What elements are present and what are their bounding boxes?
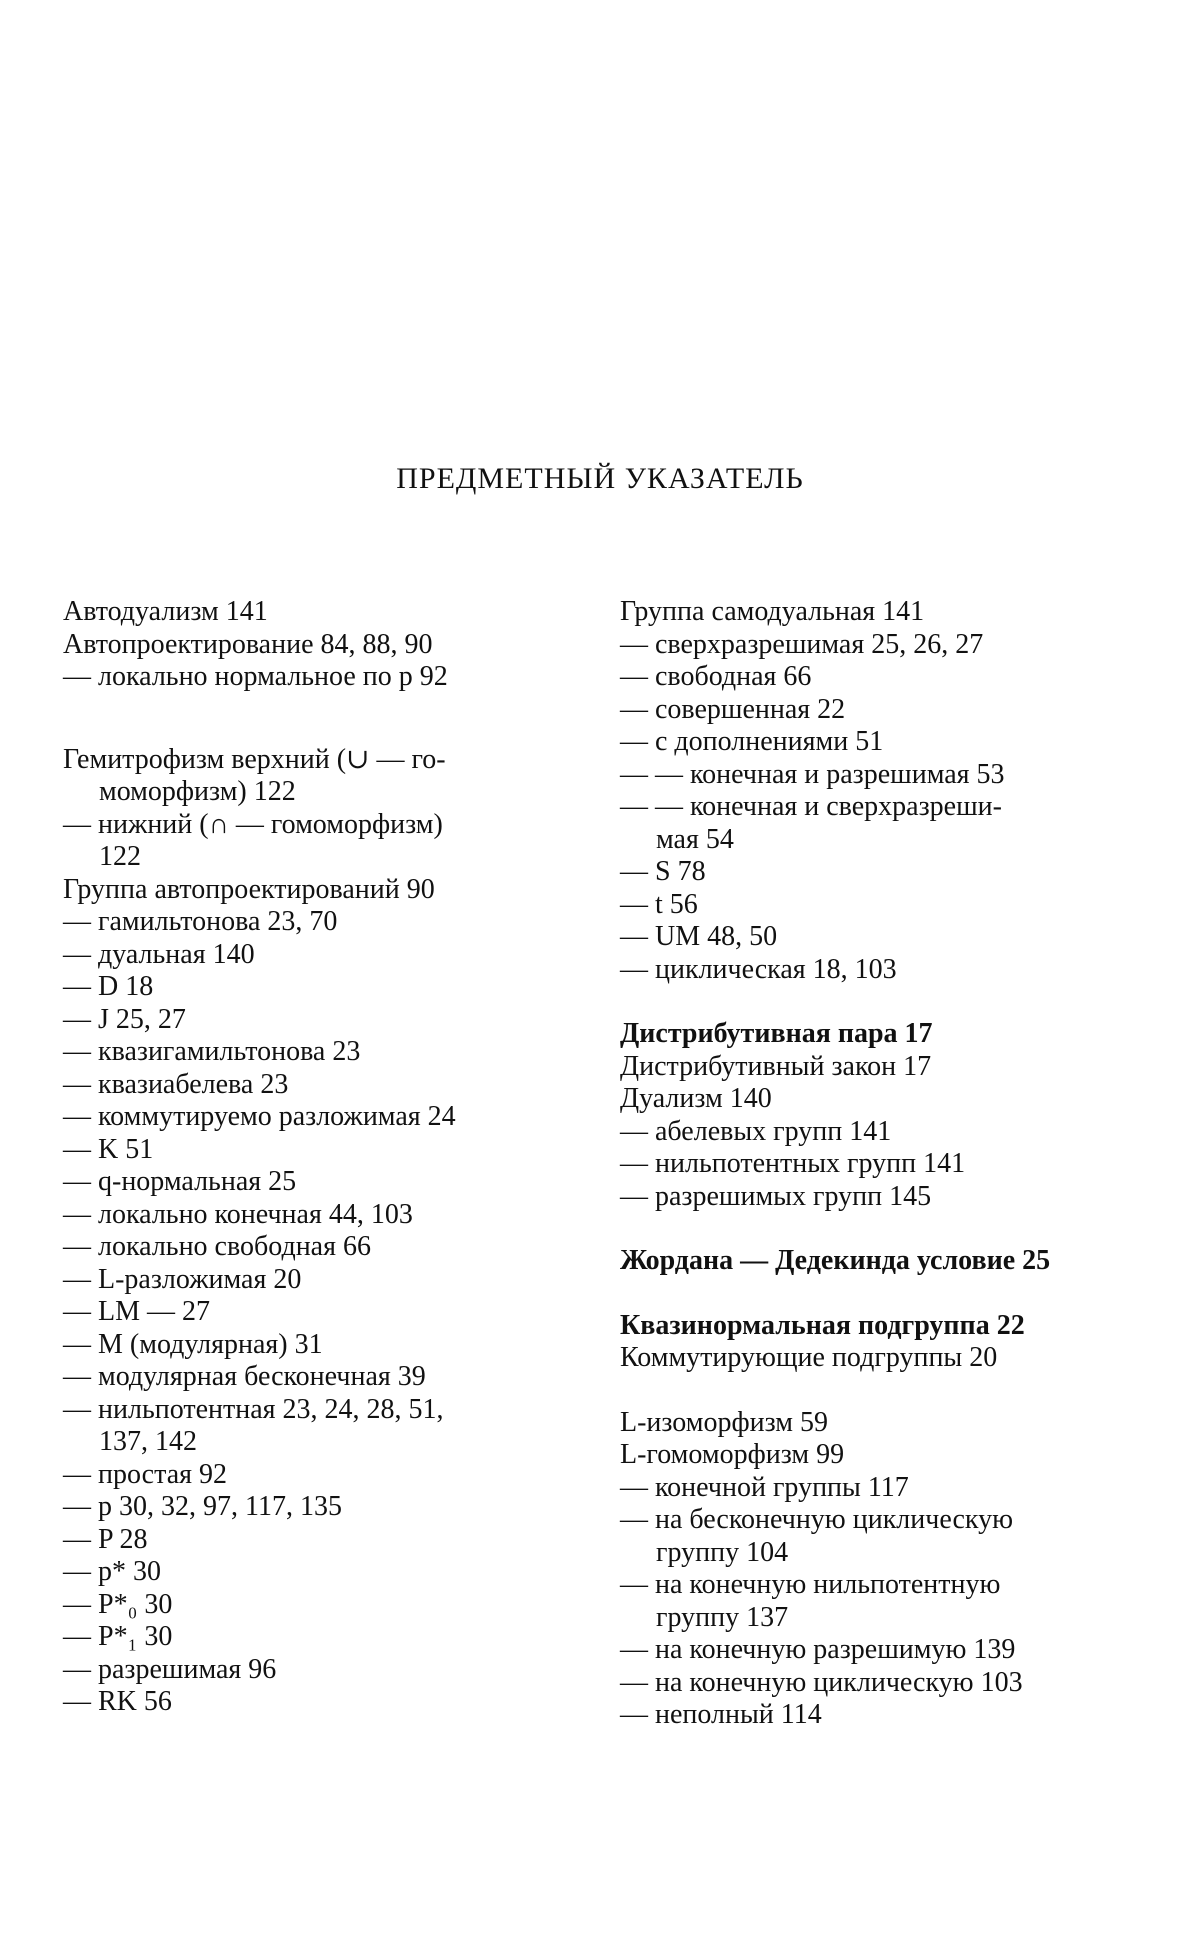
index-entry: — нильпотентная 23, 24, 28, 51,: [63, 1393, 444, 1425]
index-entry: — UM 48, 50: [620, 921, 778, 952]
index-entry-continuation: моморфизм) 122: [99, 776, 296, 807]
index-entry: Автопроектирование 84, 88, 90: [63, 628, 433, 660]
index-entry: — дуальная 140: [63, 938, 255, 970]
index-entry: — совершенная 22: [620, 693, 846, 725]
index-entry: — сверхразрешимая 25, 26, 27: [620, 628, 984, 660]
index-entry: — RK 56: [63, 1686, 172, 1717]
index-entry: — на конечную циклическую 103: [620, 1666, 1023, 1698]
index-entry-continuation: группу 104: [656, 1536, 789, 1568]
index-entry: — гамильтонова 23, 70: [63, 906, 338, 937]
index-entry: — квазиабелева 23: [63, 1068, 289, 1100]
index-entry: — LM — 27: [63, 1296, 210, 1327]
index-entry: — конечной группы 117: [620, 1471, 909, 1503]
index-entry: — свободная 66: [620, 661, 812, 692]
index-entry-continuation: группу 137: [656, 1601, 789, 1633]
index-entry: Жордана — Дедекинда условие 25: [620, 1245, 1051, 1276]
index-entry: — циклическая 18, 103: [620, 953, 897, 985]
index-entry: — на конечную разрешимую 139: [620, 1634, 1016, 1665]
index-entry-continuation: 122: [99, 841, 141, 872]
index-entry: — S 78: [620, 856, 706, 887]
page-title: ПРЕДМЕТНЫЙ УКАЗАТЕЛЬ: [396, 462, 804, 495]
index-entry: — t 56: [620, 888, 698, 920]
index-entry: — локально конечная 44, 103: [63, 1198, 413, 1230]
index-entry: — P 28: [63, 1523, 148, 1555]
index-entry: Группа самодуальная 141: [620, 596, 925, 627]
index-entry: L-изоморфизм 59: [620, 1406, 829, 1438]
index-entry: — разрешимых групп 145: [620, 1180, 932, 1212]
index-entry: — модулярная бесконечная 39: [63, 1361, 426, 1392]
index-entry: L-гомоморфизм 99: [620, 1439, 845, 1470]
index-entry: — простая 92: [63, 1458, 227, 1490]
index-entry: Автодуализм 141: [63, 596, 268, 627]
index-entry: Дистрибутивная пара 17: [620, 1018, 933, 1049]
index-entry: — локально свободная 66: [63, 1231, 371, 1262]
index-entry: Квазинормальная подгруппа 22: [620, 1309, 1025, 1341]
index-entry: — P*₁ 30: [63, 1621, 173, 1652]
index-entry: — D 18: [63, 971, 154, 1002]
index-entry: — J 25, 27: [63, 1003, 186, 1035]
index-entry-continuation: 137, 142: [99, 1426, 197, 1457]
index-entry: — на бесконечную циклическую: [620, 1504, 1014, 1535]
index-entry: — L-разложимая 20: [63, 1263, 302, 1295]
index-entry: — q-нормальная 25: [63, 1166, 297, 1197]
index-entry: — p* 30: [63, 1556, 161, 1587]
index-entry: — с дополнениями 51: [620, 726, 884, 757]
index-entry: — неполный 114: [620, 1699, 822, 1730]
index-entry: Коммутирующие подгруппы 20: [620, 1342, 998, 1373]
index-column-left: [63, 596, 583, 1719]
index-entry: Группа автопроектирований 90: [63, 873, 435, 905]
index-entry: — нильпотентных групп 141: [620, 1148, 966, 1179]
index-entry: — локально нормальное по p 92: [63, 661, 448, 692]
index-entry: — P*₀ 30: [63, 1588, 173, 1620]
index-entry: — — конечная и разрешимая 53: [620, 758, 1005, 790]
index-entry: — абелевых групп 141: [620, 1115, 892, 1147]
index-entry: Гемитрофизм верхний (∪ — го-: [63, 743, 446, 775]
index-entry: — p 30, 32, 97, 117, 135: [63, 1491, 342, 1522]
index-entry: — квазигамильтонова 23: [63, 1036, 361, 1067]
index-entry: Дистрибутивный закон 17: [620, 1050, 932, 1082]
index-entry: — K 51: [63, 1133, 154, 1165]
index-entry: — разрешимая 96: [63, 1653, 277, 1685]
index-entry: — M (модулярная) 31: [63, 1328, 323, 1360]
index-entry: — коммутируемо разложимая 24: [63, 1101, 456, 1132]
index-entry: — — конечная и сверхразреши-: [620, 791, 1002, 822]
index-entry-continuation: мая 54: [656, 823, 734, 855]
index-column-right: [620, 596, 1140, 1732]
index-entry: Дуализм 140: [620, 1083, 772, 1114]
index-entry: — на конечную нильпотентную: [620, 1569, 1001, 1600]
index-entry: — нижний (∩ — гомоморфизм): [63, 808, 443, 840]
